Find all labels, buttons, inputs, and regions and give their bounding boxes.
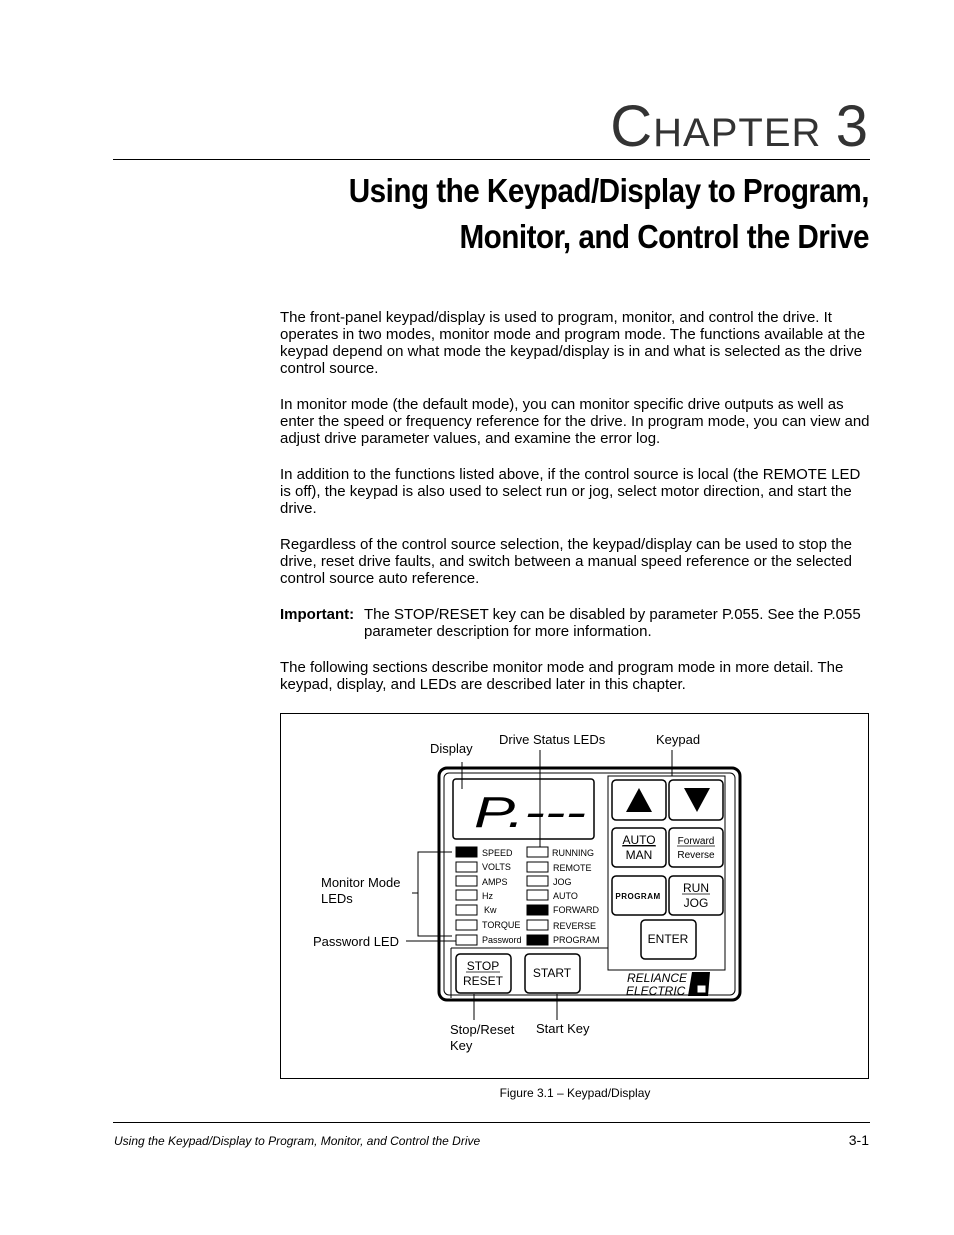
forward-reverse-key-forward-label: Forward (677, 836, 715, 847)
led-torque (456, 920, 477, 930)
auto-man-key-man-label: MAN (625, 848, 653, 862)
led-auto (527, 890, 548, 900)
callout-start-key: Start Key (536, 1021, 590, 1036)
page-number: 3-1 (848, 1132, 869, 1148)
led-password (456, 935, 477, 945)
callout-display: Display (430, 741, 473, 756)
led-program (527, 935, 548, 945)
led-label-torque: TORQUE (482, 920, 521, 930)
led-amps (456, 876, 477, 886)
led-speed (456, 847, 477, 857)
brand-electric: ELECTRIC (626, 984, 686, 998)
led-label-password: Password (482, 935, 522, 945)
enter-key-label: ENTER (647, 932, 689, 946)
led-label-remote: REMOTE (553, 863, 592, 873)
chapter-title-line-2: Monitor, and Control the Drive (459, 218, 869, 255)
footer-rule (113, 1122, 870, 1123)
forward-reverse-key[interactable] (669, 828, 723, 867)
reliance-electric-logo (688, 972, 710, 996)
important-text: The STOP/RESET key can be disabled by parameter P.055. See the P.055 parameter description for more information. (364, 606, 861, 640)
led-label-amps: AMPS (482, 877, 508, 887)
chapter-heading-initial: C (610, 94, 654, 159)
program-key[interactable] (612, 876, 666, 915)
callout-stop-reset: Stop/Reset (450, 1022, 515, 1037)
closing-paragraph: The following sections describe monitor mode and program mode in more detail. The keypad, display, and LEDs are described later in this chapter. (280, 659, 844, 693)
run-jog-key[interactable] (669, 876, 723, 915)
enter-key[interactable] (641, 920, 696, 959)
stop-reset-key-stop-label: STOP (466, 959, 500, 973)
forward-reverse-key-reverse-label: Reverse (677, 850, 715, 861)
auto-man-key-auto-label: AUTO (622, 833, 656, 847)
paragraph-4: Regardless of the control source selection, the keypad/display can be used to stop the drive, reset drive faults, and switch between a manual speed reference or the selected control source auto reference. (280, 536, 853, 587)
led-label-volts: VOLTS (482, 862, 511, 872)
led-reverse (527, 920, 548, 930)
led-label-program: PROGRAM (553, 935, 600, 945)
stop-reset-key[interactable] (456, 954, 511, 993)
callout-stop-reset-key: Key (450, 1038, 473, 1053)
callout-keypad: Keypad (656, 732, 701, 747)
callout-password-led: Password LED (313, 934, 399, 949)
program-key-label: PROGRAM (615, 892, 661, 901)
display-readout: P.--- (474, 788, 586, 837)
brand-reliance: RELIANCE (627, 971, 688, 985)
callout-monitor-mode: Monitor Mode (321, 875, 401, 890)
led-label-kw: Kw (484, 905, 497, 915)
led-label-jog: JOG (553, 877, 572, 887)
footer-title: Using the Keypad/Display to Program, Monitor, and Control the Drive (114, 1134, 481, 1148)
paragraph-3: In addition to the functions listed above, if the control source is local (the REMOTE LED is off), the keypad is also used to select run or jog, select motor direction, and start the drive. (280, 466, 861, 517)
paragraph-2: In monitor mode (the default mode), you can monitor specific drive outputs as well as enter the speed or frequency reference for the drive. In program mode, you can view and adjust drive parameter values, and examine the error log. (280, 396, 870, 447)
run-jog-key-run-label: RUN (683, 881, 709, 895)
auto-man-key[interactable] (612, 828, 666, 867)
paragraph-1: The front-panel keypad/display is used to program, monitor, and control the drive. It operates in two modes, monitor mode and program mode. The functions available at the keypad depend on what mode the keypad/display is in and what is selected as the drive control source. (280, 309, 866, 377)
important-label: Important: (280, 606, 355, 623)
led-remote (527, 862, 548, 872)
chapter-number: 3 (835, 94, 869, 159)
led-label-speed: SPEED (482, 848, 513, 858)
led-running (527, 847, 548, 857)
led-label-reverse: REVERSE (553, 921, 597, 931)
led-jog (527, 876, 548, 886)
start-key[interactable] (525, 954, 580, 993)
up-arrow-key[interactable] (612, 780, 666, 820)
callout-monitor-leds: LEDs (321, 891, 353, 906)
callout-drive-status-leds: Drive Status LEDs (499, 732, 606, 747)
drive-status-leds (527, 847, 600, 945)
led-label-hz: Hz (482, 891, 493, 901)
chapter-heading-word: HAPTER (653, 111, 822, 155)
monitor-mode-leds (456, 847, 522, 945)
led-forward (527, 905, 548, 915)
led-volts (456, 862, 477, 872)
run-jog-key-jog-label: JOG (683, 896, 709, 910)
chapter-title-line-1: Using the Keypad/Display to Program, (348, 172, 870, 209)
led-hz (456, 890, 477, 900)
figure-caption: Figure 3.1 – Keypad/Display (499, 1086, 651, 1100)
led-kw (456, 905, 477, 915)
led-label-forward: FORWARD (553, 905, 599, 915)
stop-reset-key-reset-label: RESET (462, 974, 504, 988)
led-label-auto: AUTO (553, 891, 578, 901)
led-label-running: RUNNING (552, 848, 594, 858)
down-arrow-key[interactable] (669, 780, 723, 820)
start-key-label: START (532, 966, 572, 980)
